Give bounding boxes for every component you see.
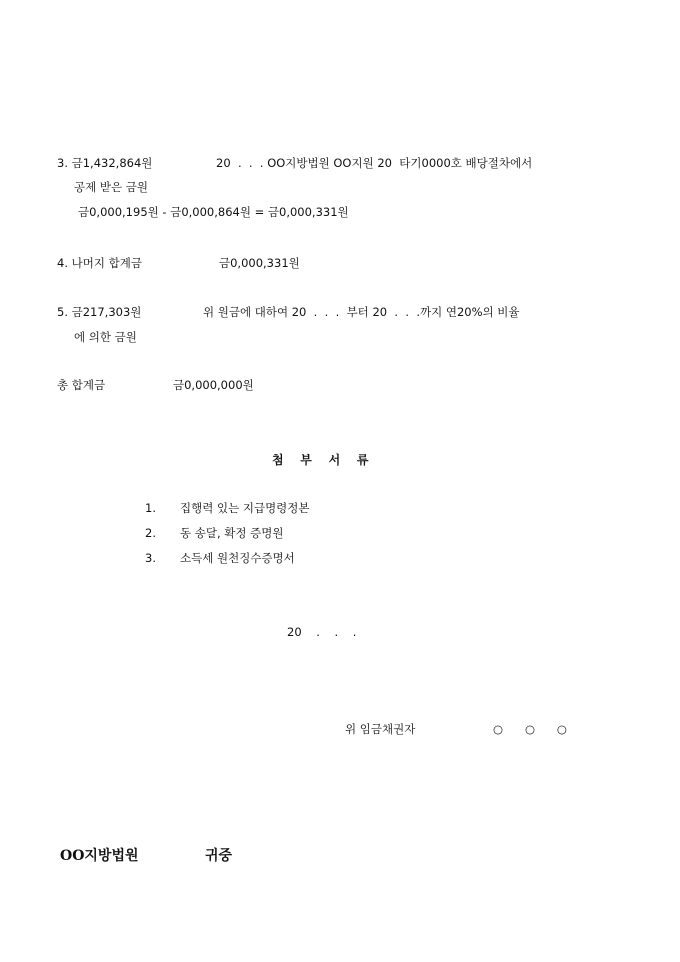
attachment-2-text: 동 송달, 확정 증명원 — [180, 526, 284, 540]
signature-name: ○ ○ ○ — [493, 722, 567, 736]
total-label: 총 합계금 — [57, 378, 106, 392]
attachment-3-text: 소득세 원천징수증명서 — [180, 551, 295, 565]
item4-label: 4. 나머지 합계금 — [57, 256, 142, 270]
item4-amount: 금0,000,331원 — [219, 256, 300, 270]
item3-line1-detail: 20 . . . OO지방법원 OO지원 20 타기0000호 배당절차에서 — [216, 156, 533, 170]
date-line: 20 . . . — [287, 625, 357, 639]
item5-line2: 에 의한 금원 — [74, 330, 137, 344]
total-amount: 금0,000,000원 — [173, 378, 254, 392]
item3-line2: 공제 받은 금원 — [74, 180, 148, 194]
item3-line3: 금0,000,195원 - 금0,000,864원 = 금0,000,331원 — [78, 205, 349, 219]
attachment-3-number: 3. — [145, 551, 156, 565]
addressee: 귀중 — [205, 848, 233, 864]
court-name: OO지방법원 — [60, 848, 139, 864]
attachment-1-number: 1. — [145, 501, 156, 515]
attachments-title: 첨 부 서 류 — [272, 453, 369, 467]
item5-line1-detail: 위 원금에 대하여 20 . . . 부터 20 . . .까지 연20%의 비율 — [203, 305, 520, 319]
item5-line1-amount: 5. 금217,303원 — [57, 305, 142, 319]
item3-line1-amount: 3. 금1,432,864원 — [57, 156, 153, 170]
attachment-2-number: 2. — [145, 526, 156, 540]
signature-label: 위 임금채권자 — [345, 722, 416, 736]
attachment-1-text: 집행력 있는 지급명령정본 — [180, 501, 310, 515]
